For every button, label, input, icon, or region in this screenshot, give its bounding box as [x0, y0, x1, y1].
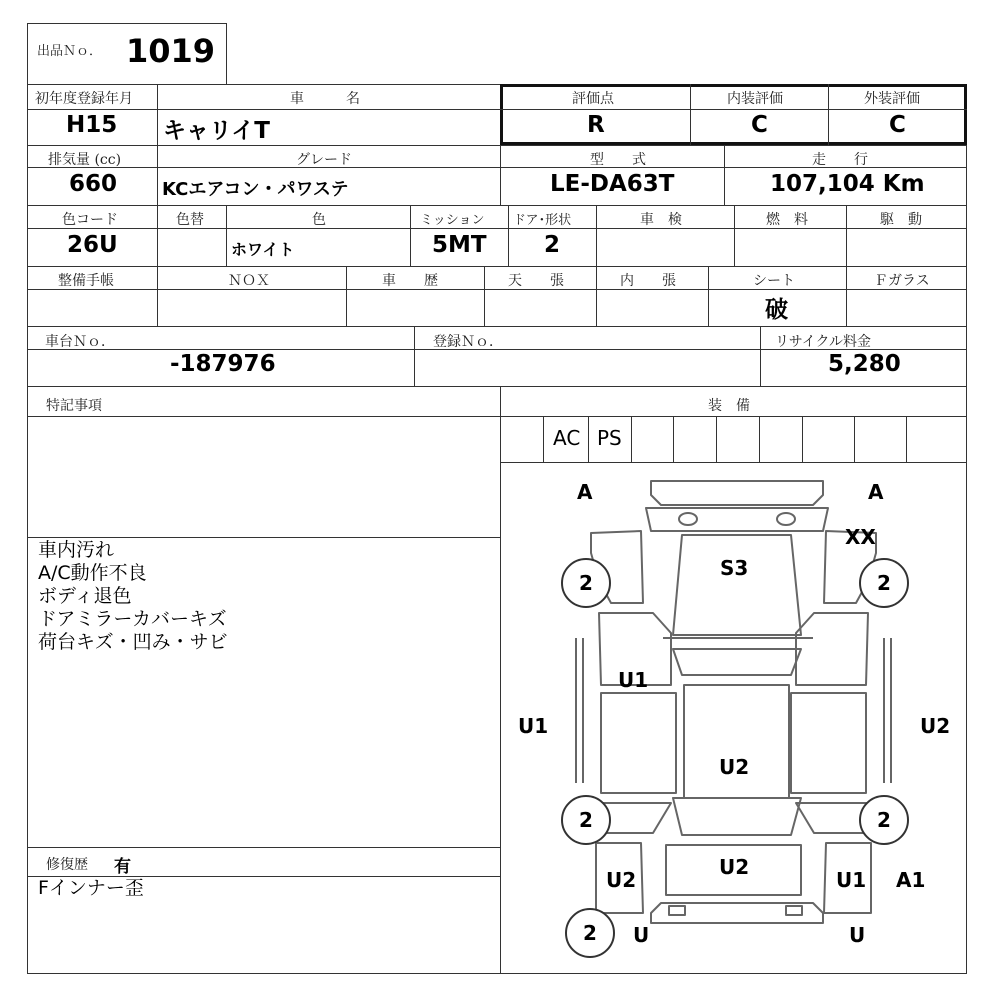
recycle-label: リサイクル料金	[775, 334, 872, 350]
tire-front-left: 2	[561, 558, 611, 608]
mileage-label: 走 行	[812, 152, 868, 168]
exterior-value: C	[889, 112, 906, 138]
mark-right-side: U2	[920, 714, 951, 738]
mark-front-left: A	[577, 480, 593, 504]
note-line: ドアミラーカバーキズ	[38, 608, 227, 630]
color-value: ホワイト	[231, 240, 295, 259]
first-reg-label: 初年度登録年月	[35, 91, 133, 107]
repair-note: Fインナー歪	[38, 877, 144, 899]
score-label: 評価点	[572, 91, 614, 107]
model-label: 型 式	[590, 152, 646, 168]
mark-front-right: A	[868, 480, 884, 504]
lot-label: 出品Ｎｏ．	[37, 44, 103, 59]
mark-a-pillar-left: U1	[618, 668, 649, 692]
mark-rear-right-corner: A1	[896, 868, 926, 892]
mark-left-side: U1	[518, 714, 549, 738]
grade-label: グレード	[296, 152, 352, 168]
notes-label: 特記事項	[46, 398, 102, 414]
car-name-value: キャリイT	[163, 118, 270, 144]
interior-value: C	[751, 112, 768, 138]
grade-value: KCエアコン・パワステ	[162, 179, 349, 200]
chassis-label: 車台Ｎｏ．	[45, 334, 115, 350]
mission-label: ミッション	[420, 213, 485, 228]
color-code-value: 26U	[67, 232, 118, 258]
fuel-label: 燃 料	[766, 212, 808, 228]
interior-label: 内装評価	[727, 91, 783, 107]
mark-bumper-right: U	[849, 923, 866, 947]
nox-label: ＮＯＸ	[228, 273, 270, 289]
mark-xx: XX	[845, 525, 876, 549]
mileage-value: 107,104 Km	[770, 171, 925, 197]
displacement-label: 排気量 (cc)	[48, 152, 122, 168]
repair-label: 修復歴	[46, 857, 88, 873]
displacement-value: 660	[69, 171, 118, 197]
history-label: 車 歴	[382, 273, 438, 289]
equipment-ps: PS	[597, 426, 622, 450]
mission-value: 5MT	[432, 232, 487, 258]
ceiling-label: 天 張	[508, 273, 564, 289]
interior-trim-label: 内 張	[620, 273, 676, 289]
note-line: 車内汚れ	[38, 539, 115, 561]
seat-value: 破	[765, 297, 788, 323]
chassis-value: -187976	[170, 351, 276, 377]
registration-label: 登録Ｎｏ．	[433, 334, 503, 350]
door-label: ドア･形状	[513, 213, 572, 228]
mark-rear-left: U2	[606, 868, 637, 892]
model-value: LE-DA63T	[550, 171, 675, 197]
first-reg-value: H15	[66, 112, 118, 138]
notes-list	[38, 539, 228, 654]
mark-rear-right: U1	[836, 868, 867, 892]
color-label: 色	[312, 212, 326, 228]
note-line: A/C動作不良	[38, 562, 147, 584]
vehicle-diagram	[501, 463, 966, 973]
score-value: R	[587, 112, 605, 138]
seat-label: シート	[753, 273, 795, 289]
color-code-label: 色コード	[62, 212, 118, 228]
recycle-value: 5,280	[828, 351, 901, 377]
tire-rear-right: 2	[859, 795, 909, 845]
car-name-label: 車 名	[290, 91, 360, 107]
note-line: ボディ退色	[38, 585, 132, 607]
tire-rear-left: 2	[561, 795, 611, 845]
repair-value: 有	[114, 857, 131, 877]
tire-front-right: 2	[859, 558, 909, 608]
equipment-label: 装 備	[708, 398, 750, 414]
spare-tire: 2	[565, 908, 615, 958]
mark-bed: U2	[719, 855, 750, 879]
note-line: 荷台キズ・凹み・サビ	[38, 631, 228, 653]
mark-roof: S3	[720, 556, 749, 580]
fglass-label: Ｆガラス	[874, 273, 930, 289]
mark-cab-rear: U2	[719, 755, 750, 779]
repaint-label: 色替	[176, 212, 204, 228]
mark-bumper-left: U	[633, 923, 650, 947]
inspection-label: 車 検	[640, 212, 682, 228]
maintenance-label: 整備手帳	[58, 273, 114, 289]
lot-number: 1019	[126, 32, 216, 70]
exterior-label: 外装評価	[864, 91, 920, 107]
equipment-ac: AC	[553, 426, 581, 450]
drive-label: 駆 動	[880, 212, 922, 228]
door-value: 2	[544, 232, 561, 258]
